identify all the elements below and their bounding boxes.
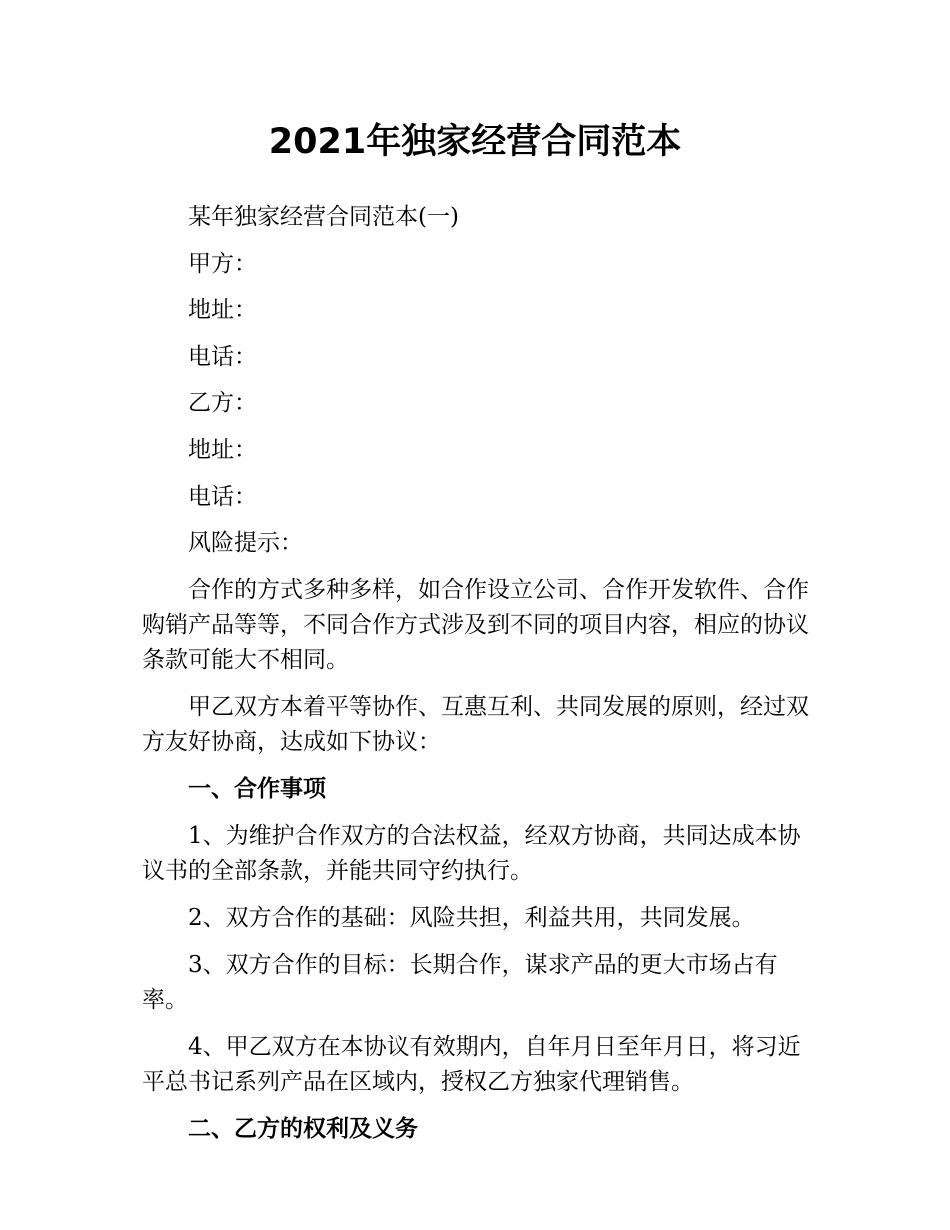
party-a-label: 甲方：: [188, 250, 257, 277]
party-a-phone-label: 电话：: [188, 343, 257, 370]
party-b-address-label: 地址：: [188, 436, 257, 463]
section-1-heading: 一、合作事项: [188, 775, 326, 802]
intro-paragraph: 甲乙双方本着平等协作、互惠互利、共同发展的原则，经过双方友好协商，达成如下协议：: [142, 693, 809, 755]
party-b-label: 乙方：: [188, 390, 257, 417]
clause-2: 2、双方合作的基础：风险共担，利益共用，共同发展。: [188, 904, 755, 931]
clause-4: 4、甲乙双方在本协议有效期内，自年月日至年月日，将习近平总书记系列产品在区域内，授权乙方独家代理销售。: [142, 1033, 801, 1095]
document-subtitle: 某年独家经营合同范本(一): [188, 204, 459, 230]
clause-3: 3、双方合作的目标：长期合作，谋求产品的更大市场占有率。: [142, 951, 778, 1013]
risk-label: 风险提示：: [188, 530, 303, 557]
party-b-phone-label: 电话：: [188, 483, 257, 510]
party-a-address-label: 地址：: [188, 297, 257, 324]
clause-1: 1、为维护合作双方的合法权益，经双方协商，共同达成本协议书的全部条款，并能共同守约执行。: [142, 822, 801, 884]
document-title: 2021年独家经营合同范本: [268, 122, 682, 162]
section-2-heading: 二、乙方的权利及义务: [188, 1115, 418, 1142]
document-body: [142, 200, 812, 1159]
risk-paragraph: 合作的方式多种多样，如合作设立公司、合作开发软件、合作购销产品等等，不同合作方式涉及到不同的项目内容，相应的协议条款可能大不相同。: [142, 576, 809, 673]
